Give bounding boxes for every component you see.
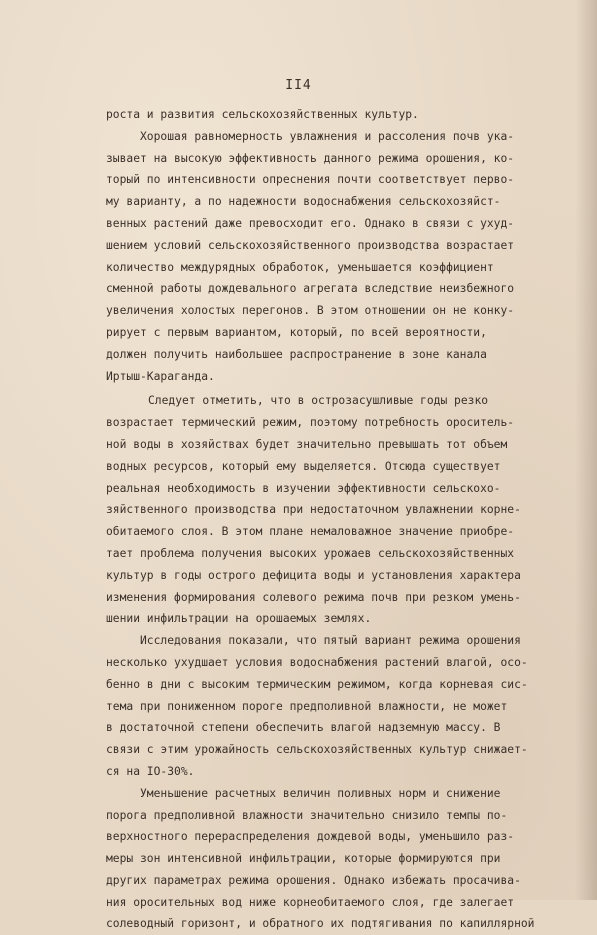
text-line: венных растений даже превосходит его. Однако в связи с ухуд- bbox=[106, 216, 515, 230]
page-number: II4 bbox=[285, 78, 312, 93]
text-line: Уменьшение расчетных величин поливных норм и снижение bbox=[140, 786, 501, 800]
text-line: культур в годы острого дефицита воды и установления характера bbox=[106, 568, 521, 582]
text-line: увеличения холостых перегонов. В этом отношении он не конку- bbox=[106, 304, 515, 318]
text-line: изменения формирования солевого режима почв при резком умень- bbox=[106, 590, 521, 604]
text-line: ния оросительных вод ниже корнеобитаемого слоя, где залегает bbox=[106, 895, 515, 909]
text-line: тает проблема получения высоких урожаев сельскохозяйственных bbox=[106, 546, 515, 560]
text-line: ся на IO-30%. bbox=[106, 764, 195, 778]
text-line: шением условий сельскохозяйственного производства возрастает bbox=[106, 238, 515, 252]
text-line: бенно в дни с высоким термическим режимом, когда корневая сис- bbox=[106, 677, 528, 691]
text-line: торый по интенсивности опреснения почти соответствует перво- bbox=[106, 173, 515, 187]
text-line: Хорошая равномерность увлажнения и рассоления почв ука- bbox=[140, 129, 515, 143]
text-line: возрастает термический режим, поэтому потребность ороситель- bbox=[106, 416, 515, 430]
body-text bbox=[106, 104, 580, 935]
text-line: ной воды в хозяйствах будет значительно превышать тот объем bbox=[106, 437, 508, 451]
text-line: должен получить наибольшее распространение в зоне канала bbox=[106, 347, 487, 361]
text-line: Следует отметить, что в острозасушливые годы резко bbox=[148, 394, 489, 408]
text-line: шении инфильтрации на орошаемых землях. bbox=[106, 612, 372, 626]
text-line: му варианту, а по надежности водоснабжения сельскохозяйст- bbox=[106, 195, 501, 209]
text-line: количество междурядных обработок, уменьшается коэффициент bbox=[106, 260, 494, 274]
text-line: связи с этим урожайность сельскохозяйственных культур снижает- bbox=[106, 743, 528, 757]
text-line: зяйственного производства при недостаточном увлажнении корне- bbox=[106, 503, 521, 517]
text-line: зывает на высокую эффективность данного режима орошения, ко- bbox=[106, 151, 515, 165]
text-line: меры зон интенсивной инфильтрации, которые формируются при bbox=[106, 852, 501, 866]
text-line: верхностного перераспределения дождевой воды, уменьшило раз- bbox=[106, 830, 515, 844]
text-line: реальная необходимость в изучении эффективности сельскохо- bbox=[106, 481, 501, 495]
text-line: роста и развития сельскохозяйственных культур. bbox=[106, 108, 419, 121]
text-line: Исследования показали, что пятый вариант режима орошения bbox=[140, 634, 521, 648]
text-line: солеводный горизонт, и обратного их подтягивания по капиллярной bbox=[106, 917, 535, 931]
text-line: тема при пониженном пороге предполивной влажности, не может bbox=[106, 699, 508, 713]
text-line: других параметрах режима орошения. Однако избежать просачива- bbox=[106, 873, 521, 887]
text-line: сменной работы дождевального агрегата вследствие неизбежного bbox=[106, 282, 515, 296]
text-line: водных ресурсов, который ему выделяется. Отсюда существует bbox=[106, 459, 501, 473]
text-line: несколько ухудшает условия водоснабжения растений влагой, осо- bbox=[106, 655, 528, 669]
text-line: порога предполивной влажности значительно снизило темпы по- bbox=[106, 808, 508, 822]
text-line: Иртыш-Караганда. bbox=[106, 369, 215, 383]
text-line: в достаточной степени обеспечить влагой надземную массу. В bbox=[106, 721, 501, 735]
text-line: обитаемого слоя. В этом плане немаловажное значение приобре- bbox=[106, 525, 515, 539]
text-line: рирует с первым вариантом, который, по всей вероятности, bbox=[106, 325, 487, 339]
